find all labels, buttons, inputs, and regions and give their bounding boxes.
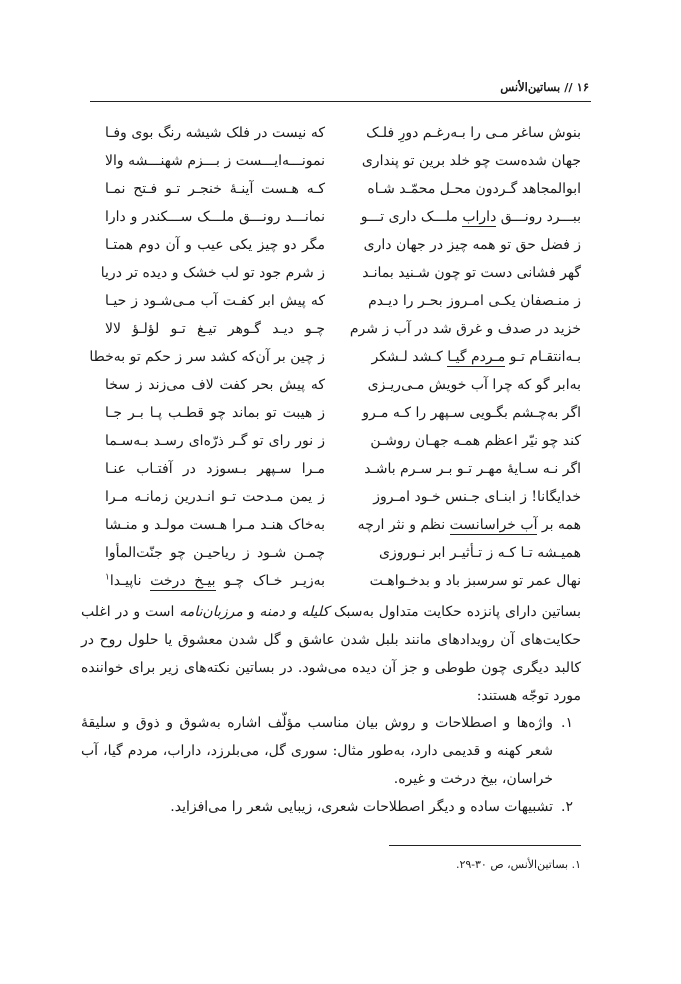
poem-hemistich-left: نمونـــه‌ایـــست ز بـــزم شهنـــشه والا — [105, 153, 325, 169]
poem-hemistich-left: ز چین بر آن‌که کشد سر ز حکم تو به‌خطا — [89, 349, 325, 365]
poem-hemistich-left: ز شرم جود تو لب خشک و دیده تر دریا — [100, 265, 325, 281]
poem-hemistich-right: به‌ابر گو که چرا آب خویش مـی‌ریـزی — [367, 377, 581, 393]
hemistich-text: به‌زیـر خـاک چـو — [215, 573, 326, 589]
footnote-reference[interactable]: ۱ — [105, 572, 110, 583]
poem-hemistich-left: ز هیبت تو بماند چو قطـب پـا بـر جـا — [105, 405, 325, 421]
list-item — [81, 793, 581, 821]
poem-hemistich-left: ز نور رای تو گـر ذرّه‌ای رسـد بـه‌سـما — [105, 433, 325, 449]
running-head: ۱۶ // بساتین‌الأنس — [500, 80, 589, 94]
poem-hemistich-right: خزید در صدف و غرق شد در آب ز شرم — [349, 321, 581, 337]
hemistich-text: بـه‌انتقـام تـو — [505, 349, 581, 365]
paragraph-text: و — [242, 604, 260, 620]
header-rule — [90, 101, 591, 102]
poem-hemistich-right: ز فضل حق تو همه چیز در جهان داری — [363, 237, 581, 253]
poem-hemistich-left: مگر دو چیز یکی عیب و آن دوم همتـا — [105, 237, 325, 253]
list-number: ۱. — [561, 715, 573, 731]
list-item-text: واژه‌ها و اصطلاحات و روش بیان مناسب مؤلّف اشاره به‌شوق و ذوق و سلیقهٔ شعر کهنه و قدیمی دارد، به‌طور مثال: سوری گل، می‌بلرزد، داراب، مردم گیا، آب خراسان، بیخ درخت و غیره. — [81, 715, 554, 787]
hemistich-text: ناپیـدا — [109, 573, 151, 589]
numbered-list — [81, 709, 581, 821]
footnote-rule — [389, 845, 581, 846]
underlined-word: بیـخ درخت — [150, 573, 216, 589]
hemistich-text: کـشد لـشکر — [371, 349, 448, 365]
hemistich-text: ملـــک داری تـــو — [360, 209, 463, 225]
poem-hemistich-right: کند چو نیّر اعظم همـه جهـان روشـن — [370, 433, 581, 449]
poem-hemistich-right: ابوالمجاهد گـردون محـل محمّـد شـاه — [367, 181, 581, 197]
poem-hemistich-left: به‌خاک هنـد مـرا هـست مولـد و منـشا — [105, 517, 325, 533]
underlined-word: آب خراسانست — [449, 517, 538, 533]
list-item-text: تشبیهات ساده و دیگر اصطلاحات شعری، زیبایی شعر را می‌افزاید. — [170, 799, 553, 815]
poem-hemistich-right: گهر فشانی دست تو چون شـنید بمانـد — [362, 265, 581, 281]
book-title: مرزبان‌نامه — [179, 604, 243, 620]
poem-hemistich-left: چمـن شـود ز ریاحیـن چو جنّت‌المأوا — [105, 545, 325, 561]
poem-hemistich-right: اگر به‌چـشم بگـویی سـپهر را کـه مـرو — [362, 405, 581, 421]
body-paragraph — [81, 598, 581, 710]
poem-hemistich-left: که نیست در فلک شیشه رنگ بوی وفـا — [105, 125, 325, 141]
book-title: کلیله و دمنه — [259, 604, 330, 620]
poem-hemistich-left: که پیش ابر کفـت آب مـی‌شـود ز حیـا — [105, 293, 325, 309]
poem-hemistich-right — [357, 511, 581, 539]
poem-hemistich-right: جهان شده‌ست چو خلد برین تو پنداری — [361, 153, 581, 169]
poem-hemistich-right: بنوش ساغر مـی را بـه‌رغـم دورِ فلـک — [366, 125, 581, 141]
hemistich-text: نظم و نثر ارچه — [357, 517, 450, 533]
poem-hemistich-right: همیـشه تـا کـه ز تـأثیـر ابر نـوروزی — [379, 545, 581, 561]
poem-hemistich-left: چـو دیـد گـوهر تیـغ تـو لؤلـؤ لالا — [105, 321, 325, 337]
hemistich-text: ببـــرد رونـــق — [496, 209, 581, 225]
poem-hemistich-right — [360, 203, 581, 231]
poem-hemistich-right: خدایگانا! ز ابنـای جـنس خـود امـروز — [373, 489, 581, 505]
poem-hemistich-right: اگر نـه سـایهٔ مهـر تـو بـر سـرم باشـد — [364, 461, 581, 477]
poem-hemistich-left: که پیش بحر کفت لاف می‌زند ز سخا — [105, 377, 325, 393]
paragraph-text: بساتین دارای پانزده حکایت متداول به‌سبک — [329, 604, 581, 620]
poem-hemistich-left: ز یمن مـدحت تـو انـدرین زمانـه مـرا — [105, 489, 325, 505]
footnote: ۱. بساتین‌الأنس، ص ۳۰-۲۹. — [455, 858, 581, 871]
underlined-word: مـردم گیـا — [447, 349, 506, 365]
poem-hemistich-right: ز منـصفان یکـی امـروز بحـر را دیـدم — [368, 293, 581, 309]
list-item — [81, 709, 581, 793]
poem-hemistich-right — [371, 343, 581, 371]
underlined-word: داراب — [462, 209, 497, 225]
poem-hemistich-right: نهال عمر تو سرسبز باد و بدخـواهـت — [369, 573, 581, 589]
paragraph — [81, 598, 581, 710]
poem-hemistich-left: نمانـــد رونـــق ملـــک ســـکندر و دارا — [105, 209, 325, 225]
paragraph-text: است و در اغلب حکایت‌های آن رویدادهای مانند بلبل شدن عاشق و گل شدن معشوق یا حلول روح در کالبد دیگری چون طوطی و جز آن دیده می‌شود. در بساتین نکته‌های زیر برای خواننده مورد توجّه هستند: — [81, 604, 581, 704]
poem-hemistich-left — [105, 567, 325, 595]
poem-hemistich-left: مـرا سـپهر بـسوزد در آفتـاب عنـا — [105, 461, 325, 477]
poem-hemistich-left: کـه هـست آینـهٔ خنجـر تـو فـتح نمـا — [105, 181, 325, 197]
list-number: ۲. — [561, 799, 573, 815]
hemistich-text: همه بر — [537, 517, 581, 533]
